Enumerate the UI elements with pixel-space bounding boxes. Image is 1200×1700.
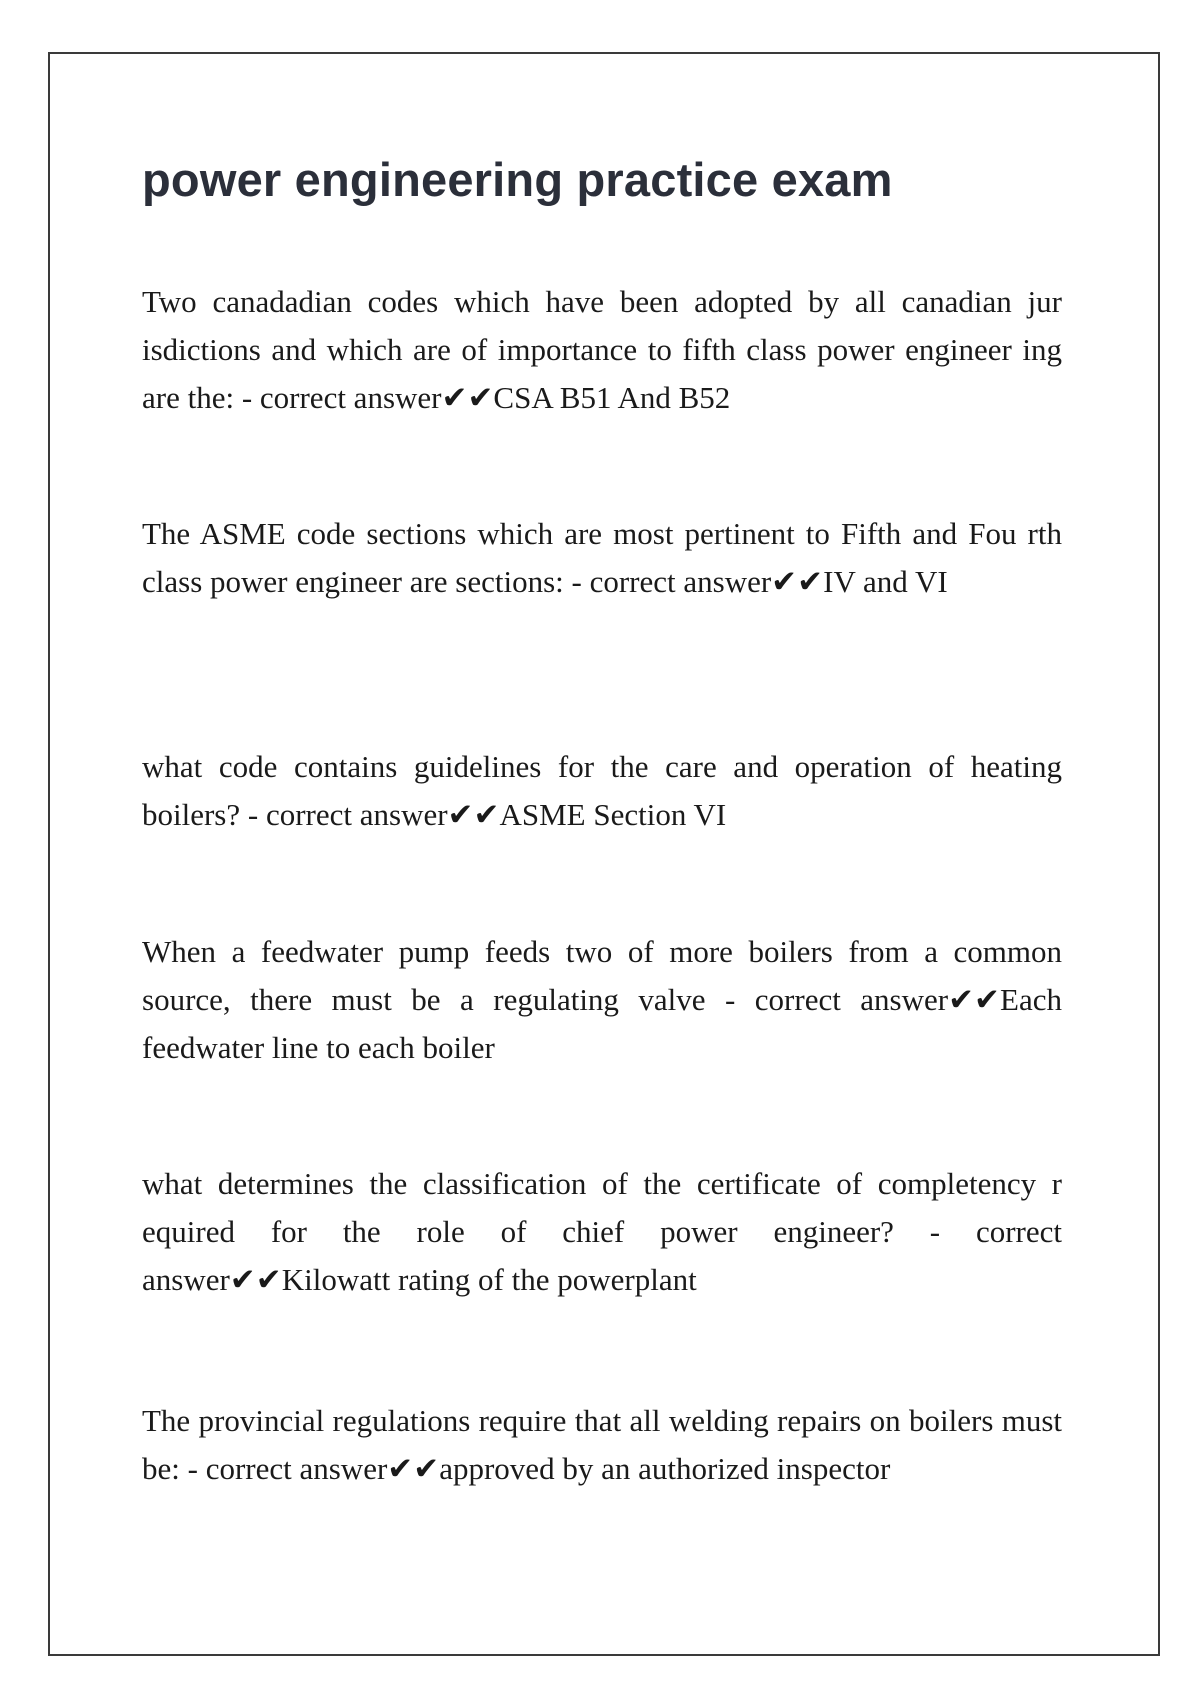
question-answer-6: The provincial regulations require that all welding repairs on boilers must be: - correct answer✔✔approved by an authorized inspector [142, 1403, 1062, 1486]
question-answer-4: When a feedwater pump feeds two of more boilers from a common source, there must be a regulating valve - correct answer✔✔Each feedwater line to each boiler [142, 934, 1062, 1065]
question-answer-3: what code contains guidelines for the care and operation of heating boilers? - correct answer✔✔ASME Section VI [142, 749, 1062, 832]
question-answer-5: what determines the classification of the certificate of completency r equired for the role of chief power engineer? - correct answer✔✔Kilowatt rating of the powerplant [142, 1166, 1062, 1297]
document-title: power engineering practice exam [142, 153, 893, 206]
question-answer-2: The ASME code sections which are most pertinent to Fifth and Fou rth class power engineer are sections: - correct answer✔✔IV and VI [142, 516, 1062, 599]
question-answer-1: Two canadadian codes which have been adopted by all canadian jur isdictions and which are of importance to fifth class power engineer ing are the: - correct answer✔✔CSA B51 And B52 [142, 284, 1062, 415]
